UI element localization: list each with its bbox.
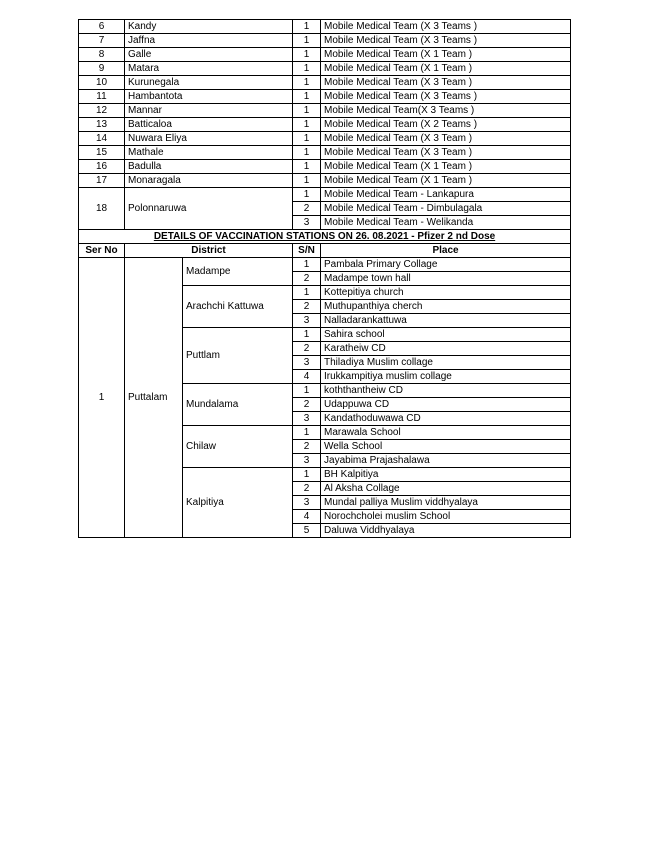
section-title: DETAILS OF VACCINATION STATIONS ON 26. 08.2021 - Pfizer 2 nd Dose bbox=[79, 230, 571, 244]
district-name: Galle bbox=[125, 48, 293, 62]
team-description: Mobile Medical Team (X 3 Teams ) bbox=[321, 90, 571, 104]
serial-number: 1 bbox=[293, 132, 321, 146]
district-name: Kandy bbox=[125, 20, 293, 34]
place-name: Madampe town hall bbox=[321, 272, 571, 286]
place-name: Muthupanthiya cherch bbox=[321, 300, 571, 314]
serial-number: 1 bbox=[293, 146, 321, 160]
team-row bbox=[79, 146, 571, 160]
district-name: Mannar bbox=[125, 104, 293, 118]
district-name: Monaragala bbox=[125, 174, 293, 188]
row-number: 10 bbox=[79, 76, 125, 90]
row-number: 12 bbox=[79, 104, 125, 118]
division-name: Arachchi Kattuwa bbox=[183, 286, 293, 328]
serial-number: 4 bbox=[293, 510, 321, 524]
row-number: 11 bbox=[79, 90, 125, 104]
team-row bbox=[79, 104, 571, 118]
row-number: 7 bbox=[79, 34, 125, 48]
serial-number: 1 bbox=[293, 258, 321, 272]
team-description: Mobile Medical Team(X 3 Teams ) bbox=[321, 104, 571, 118]
place-name: Pambala Primary Collage bbox=[321, 258, 571, 272]
district-name: Mathale bbox=[125, 146, 293, 160]
serial-number: 1 bbox=[293, 468, 321, 482]
place-name: Al Aksha Collage bbox=[321, 482, 571, 496]
team-description: Mobile Medical Team - Dimbulagala bbox=[321, 202, 571, 216]
serial-number: 1 bbox=[293, 20, 321, 34]
team-description: Mobile Medical Team (X 3 Team ) bbox=[321, 146, 571, 160]
division-name: Kalpitiya bbox=[183, 468, 293, 538]
serial-number: 3 bbox=[293, 216, 321, 230]
place-name: Karatheiw CD bbox=[321, 342, 571, 356]
team-row bbox=[79, 76, 571, 90]
team-description: Mobile Medical Team (X 1 Team ) bbox=[321, 62, 571, 76]
team-row bbox=[79, 188, 571, 202]
header-place: Place bbox=[321, 244, 571, 258]
serial-number: 3 bbox=[293, 454, 321, 468]
team-description: Mobile Medical Team (X 3 Team ) bbox=[321, 76, 571, 90]
district-name: Polonnaruwa bbox=[125, 188, 293, 230]
serial-number: 1 bbox=[293, 118, 321, 132]
place-name: Udappuwa CD bbox=[321, 398, 571, 412]
place-name: Norochcholei muslim School bbox=[321, 510, 571, 524]
serial-number: 1 bbox=[293, 34, 321, 48]
place-name: koththantheiw CD bbox=[321, 384, 571, 398]
serial-number: 1 bbox=[293, 62, 321, 76]
serial-number: 1 bbox=[293, 188, 321, 202]
serial-number: 1 bbox=[293, 160, 321, 174]
team-row bbox=[79, 160, 571, 174]
serial-number: 4 bbox=[293, 370, 321, 384]
division-name: Chilaw bbox=[183, 426, 293, 468]
place-name: Sahira school bbox=[321, 328, 571, 342]
place-name: Wella School bbox=[321, 440, 571, 454]
serial-number: 2 bbox=[293, 440, 321, 454]
district-name: Batticaloa bbox=[125, 118, 293, 132]
serial-number: 1 bbox=[293, 426, 321, 440]
team-row bbox=[79, 90, 571, 104]
team-row bbox=[79, 174, 571, 188]
team-row bbox=[79, 62, 571, 76]
row-number: 16 bbox=[79, 160, 125, 174]
team-description: Mobile Medical Team - Lankapura bbox=[321, 188, 571, 202]
team-description: Mobile Medical Team (X 2 Teams ) bbox=[321, 118, 571, 132]
district-name: Nuwara Eliya bbox=[125, 132, 293, 146]
team-description: Mobile Medical Team - Welikanda bbox=[321, 216, 571, 230]
row-number: 9 bbox=[79, 62, 125, 76]
place-name: Nalladarankattuwa bbox=[321, 314, 571, 328]
team-description: Mobile Medical Team (X 1 Team ) bbox=[321, 48, 571, 62]
division-name: Puttlam bbox=[183, 328, 293, 384]
place-name: Kottepitiya church bbox=[321, 286, 571, 300]
table-body bbox=[79, 20, 571, 538]
serial-number: 2 bbox=[293, 300, 321, 314]
serial-number: 2 bbox=[293, 482, 321, 496]
district-name: Matara bbox=[125, 62, 293, 76]
place-name: Irukkampitiya muslim collage bbox=[321, 370, 571, 384]
serial-number: 1 bbox=[293, 384, 321, 398]
serial-number: 1 bbox=[293, 48, 321, 62]
vaccination-table bbox=[78, 19, 571, 538]
team-description: Mobile Medical Team (X 3 Team ) bbox=[321, 132, 571, 146]
place-name: Kandathoduwawa CD bbox=[321, 412, 571, 426]
header-district: District bbox=[125, 244, 293, 258]
place-row bbox=[79, 258, 571, 272]
serial-number: 1 bbox=[293, 286, 321, 300]
serial-number: 3 bbox=[293, 356, 321, 370]
team-row bbox=[79, 34, 571, 48]
row-number: 14 bbox=[79, 132, 125, 146]
place-name: Thiladiya Muslim collage bbox=[321, 356, 571, 370]
row-number: 15 bbox=[79, 146, 125, 160]
serial-number: 1 bbox=[293, 328, 321, 342]
team-description: Mobile Medical Team (X 3 Teams ) bbox=[321, 20, 571, 34]
district-name: Puttalam bbox=[125, 258, 183, 538]
header-sn: S/N bbox=[293, 244, 321, 258]
place-name: Jayabima Prajashalawa bbox=[321, 454, 571, 468]
team-description: Mobile Medical Team (X 1 Team ) bbox=[321, 160, 571, 174]
serial-number: 1 bbox=[293, 174, 321, 188]
serial-number: 3 bbox=[293, 412, 321, 426]
row-number: 6 bbox=[79, 20, 125, 34]
serial-number: 1 bbox=[293, 104, 321, 118]
team-description: Mobile Medical Team (X 3 Teams ) bbox=[321, 34, 571, 48]
place-name: Marawala School bbox=[321, 426, 571, 440]
row-number: 18 bbox=[79, 188, 125, 230]
ser-no-cell: 1 bbox=[79, 258, 125, 538]
division-name: Mundalama bbox=[183, 384, 293, 426]
serial-number: 5 bbox=[293, 524, 321, 538]
serial-number: 2 bbox=[293, 202, 321, 216]
row-number: 8 bbox=[79, 48, 125, 62]
row-number: 17 bbox=[79, 174, 125, 188]
district-name: Kurunegala bbox=[125, 76, 293, 90]
place-name: Daluwa Viddhyalaya bbox=[321, 524, 571, 538]
team-row bbox=[79, 48, 571, 62]
serial-number: 2 bbox=[293, 272, 321, 286]
serial-number: 2 bbox=[293, 342, 321, 356]
district-name: Jaffna bbox=[125, 34, 293, 48]
team-row bbox=[79, 132, 571, 146]
serial-number: 1 bbox=[293, 76, 321, 90]
place-name: BH Kalpitiya bbox=[321, 468, 571, 482]
team-description: Mobile Medical Team (X 1 Team ) bbox=[321, 174, 571, 188]
district-name: Hambantota bbox=[125, 90, 293, 104]
place-name: Mundal palliya Muslim viddhyalaya bbox=[321, 496, 571, 510]
row-number: 13 bbox=[79, 118, 125, 132]
division-name: Madampe bbox=[183, 258, 293, 286]
district-name: Badulla bbox=[125, 160, 293, 174]
team-row bbox=[79, 118, 571, 132]
serial-number: 3 bbox=[293, 496, 321, 510]
serial-number: 1 bbox=[293, 90, 321, 104]
serial-number: 2 bbox=[293, 398, 321, 412]
header-ser-no: Ser No bbox=[79, 244, 125, 258]
header-row bbox=[79, 244, 571, 258]
team-row bbox=[79, 20, 571, 34]
serial-number: 3 bbox=[293, 314, 321, 328]
section-title-row bbox=[79, 230, 571, 244]
